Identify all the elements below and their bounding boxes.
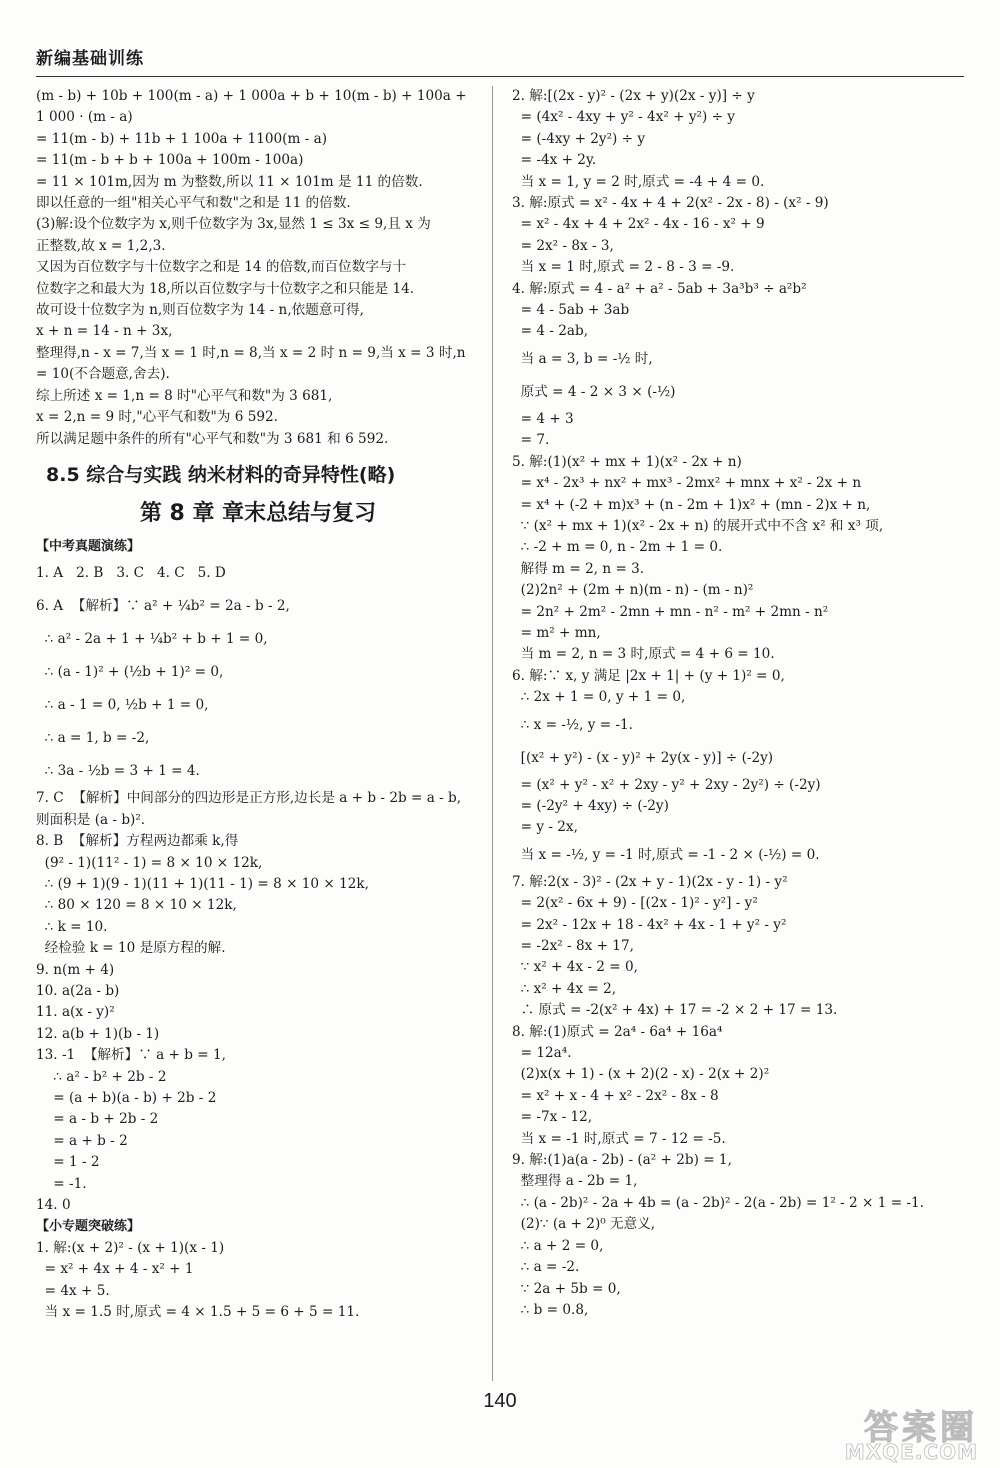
answer-block [512, 86, 972, 343]
text-line: 正整数,故 x = 1,2,3. [36, 237, 166, 254]
text-line: 当 a = 3, b = -½ 时, [512, 350, 653, 367]
text-line: = x² - 4x + 4 + 2x² - 4x - 16 - x² + 9 [512, 216, 765, 233]
text-line: = m² + mn, [512, 624, 601, 641]
text-line: 当 x = 1, y = 2 时,原式 = -4 + 4 = 0. [512, 173, 765, 190]
text-line: ∵ (x² + mx + 1)(x² - 2x + n) 的展开式中不含 x² 和 x³ 项, [512, 517, 884, 534]
text-line: ∴ 2x + 1 = 0, y + 1 = 0, [512, 689, 686, 706]
section-tag: 【小专题突破练】 [36, 1219, 141, 1235]
text-line: 当 x = -½, y = -1 时,原式 = -1 - 2 × (-½) = 0. [512, 846, 820, 863]
text-line: = 4 - 5ab + 3ab [512, 302, 630, 319]
text-line: = 2x² - 8x - 3, [512, 237, 614, 254]
column-divider [492, 86, 493, 1381]
text-line: (2)2n² + (2m + n)(m - n) - (m - n)² [512, 582, 754, 599]
text-line: 当 x = 1 时,原式 = 2 - 8 - 3 = -9. [512, 259, 735, 276]
text-line: 3. 解:原式 = x² - 4x + 4 + 2(x² - 2x - 8) - (x² - 9) [512, 195, 829, 212]
text-line: = 4 - 2ab, [512, 323, 589, 340]
right-column [512, 86, 972, 1321]
text-line: ∴ a² - 2a + 1 + ¼b² + b + 1 = 0, [36, 631, 268, 648]
text-line: 7. 解:2(x - 3)² - (2x + y - 1)(2x - y - 1) - y² [512, 873, 788, 890]
answer-block [512, 709, 972, 775]
book-title: 新编基础训练 [36, 49, 144, 69]
text-line: (3)解:设个位数字为 x,则千位数字为 3x,显然 1 ≤ 3x ≤ 9,且 x 为 [36, 216, 431, 233]
answer-block [36, 557, 480, 788]
text-line: ∴ -2 + m = 0, n - 2m + 1 = 0. [512, 539, 723, 556]
text-line: = 11(m - b + b + 100a + 100m - 100a) [36, 152, 304, 169]
answer-block [36, 1238, 480, 1324]
text-line: = -2x² - 8x + 17, [512, 938, 634, 954]
text-line: 4. 解:原式 = 4 - a² + a² - 5ab + 3a³b³ ÷ a²b² [512, 280, 807, 297]
text-line: = 4x + 5. [36, 1282, 110, 1299]
text-line: 当 m = 2, n = 3 时,原式 = 4 + 6 = 10. [512, 646, 775, 663]
text-line: = -7x - 12, [512, 1109, 593, 1126]
answer-block [36, 788, 480, 1216]
text-line: (2)x(x + 1) - (x + 2)(2 - x) - 2(x + 2)² [512, 1066, 770, 1083]
page-number: 140 [483, 1390, 517, 1412]
text-line: = y - 2x, [512, 819, 578, 836]
watermark [758, 1400, 978, 1464]
text-line: = a + b - 2 [36, 1132, 128, 1149]
text-line: 当 x = 1.5 时,原式 = 4 × 1.5 + 5 = 6 + 5 = 11. [36, 1304, 360, 1321]
text-line: 5. 解:(1)(x² + mx + 1)(x² - 2x + n) [512, 453, 742, 470]
text-line: ∴ a = -2. [512, 1259, 580, 1276]
text-line: 整理得,n - x = 7,当 x = 1 时,n = 8,当 x = 2 时 n = 9,当 x = 3 时,n [36, 344, 466, 361]
text-line: ∴ a = 1, b = -2, [36, 730, 150, 747]
text-line: 14. 0 [36, 1197, 71, 1214]
text-line: 10. a(2a - b) [36, 982, 120, 999]
answer-block [512, 872, 972, 1322]
text-line: x + n = 14 - n + 3x, [36, 323, 173, 340]
section-title: 8.5 综合与实践 纳米材料的奇异特性(略) [46, 463, 396, 486]
text-line: = 2x² - 12x + 18 - 4x² + 4x - 1 + y² - y² [512, 916, 787, 933]
text-line: 所以满足题中条件的所有"心平气和数"为 3 681 和 6 592. [36, 430, 389, 447]
text-line: 整理得 a - 2b = 1, [512, 1173, 638, 1190]
text-line: 故可设十位数字为 n,则百位数字为 14 - n,依题意可得, [36, 302, 364, 319]
header-rule [36, 76, 964, 77]
text-line: ∴ a² - b² + 2b - 2 [36, 1068, 167, 1085]
text-line: 9. n(m + 4) [36, 961, 115, 978]
text-line: 12. a(b + 1)(b - 1) [36, 1025, 160, 1042]
text-line: = (-4xy + 2y²) ÷ y [512, 130, 646, 147]
text-line: 9. 解:(1)a(a - 2b) - (a² + 2b) = 1, [512, 1152, 732, 1169]
watermark-url: MXQE.COM [844, 1440, 978, 1464]
watermark-logo: 答案圈 [864, 1408, 978, 1448]
text-line: ∴ (a - 1)² + (½b + 1)² = 0, [36, 664, 224, 681]
text-line: 原式 = 4 - 2 × 3 × (-½) [512, 383, 676, 400]
text-line: ∴ 原式 = -2(x² + 4x) + 17 = -2 × 2 + 17 = 13. [512, 1002, 838, 1019]
text-line: 综上所述 x = 1,n = 8 时"心平气和数"为 3 681, [36, 387, 333, 404]
text-line: 位数字之和最大为 18,所以百位数字与十位数字之和只能是 14. [36, 280, 415, 297]
text-line: ∴ (9 + 1)(9 - 1)(11 + 1)(11 - 1) = 8 × 10 × 12k, [36, 875, 369, 892]
text-line: = 1 - 2 [36, 1154, 100, 1171]
text-line: 6. 解:∵ x, y 满足 |2x + 1| + (y + 1)² = 0, [512, 667, 785, 684]
text-line: ∴ x = -½, y = -1. [512, 716, 633, 733]
text-line: = x⁴ - 2x³ + nx² + mx³ - 2mx² + mnx + x² - 2x + n [512, 475, 862, 492]
answer-block [512, 343, 972, 409]
text-line: ∴ a + 2 = 0, [512, 1237, 604, 1254]
text-line: 即以任意的一组"相关心平气和数"之和是 11 的倍数. [36, 195, 351, 212]
text-line: = -1. [36, 1175, 87, 1192]
text-line: ∴ (a - 2b)² - 2a + 4b = (a - 2b)² - 2(a - 2b) = 1² - 2 × 1 = -1. [512, 1194, 924, 1211]
answer-block [36, 86, 480, 450]
text-line: 11. a(x - y)² [36, 1004, 115, 1021]
text-line: ∵ 2a + 5b = 0, [512, 1280, 621, 1297]
text-line: = 2(x² - 6x + 9) - [(2x - 1)² - y²] - y² [512, 895, 758, 912]
text-line: 经检验 k = 10 是原方程的解. [36, 940, 226, 957]
text-line: 1. 解:(x + 2)² - (x + 1)(x - 1) [36, 1239, 225, 1256]
text-line: (9² - 1)(11² - 1) = 8 × 10 × 12k, [36, 854, 263, 871]
left-column [36, 86, 480, 1323]
text-line: ∴ 3a - ½b = 3 + 1 = 4. [36, 763, 200, 780]
text-line: 8. B 【解析】方程两边都乘 k,得 [36, 833, 239, 850]
text-line: x = 2,n = 9 时,"心平气和数"为 6 592. [36, 409, 278, 426]
text-line: 2. 解:[(2x - y)² - (2x + y)(2x - y)] ÷ y [512, 88, 755, 104]
text-line: = a - b + 2b - 2 [36, 1111, 159, 1128]
text-line: = x² + 4x + 4 - x² + 1 [36, 1261, 194, 1278]
text-line: 13. -1 【解析】∵ a + b = 1, [36, 1047, 226, 1064]
text-line: = 11 × 101m,因为 m 为整数,所以 11 × 101m 是 11 的倍数. [36, 173, 423, 190]
text-line: ∵ x² + 4x - 2 = 0, [512, 959, 638, 976]
text-line: 解得 m = 2, n = 3. [512, 560, 645, 577]
text-line: ∴ 80 × 120 = 8 × 10 × 12k, [36, 897, 237, 914]
text-line: = 2n² + 2m² - 2mn + mn - n² - m² + 2mn - n² [512, 603, 829, 620]
answer-block [512, 775, 972, 839]
chapter-title: 第 8 章 章末总结与复习 [139, 500, 377, 526]
text-line: 又因为百位数字与十位数字之和是 14 的倍数,而百位数字与十 [36, 259, 407, 276]
text-line: = (a + b)(a - b) + 2b - 2 [36, 1090, 217, 1106]
text-line: (2)∵ (a + 2)⁰ 无意义, [512, 1216, 656, 1233]
text-line: = (x² + y² - x² + 2xy - y² + 2xy - 2y²) ÷ (-2y) [512, 776, 821, 793]
text-line: (m - b) + 10b + 100(m - a) + 1 000a + b + 10(m - b) + 100a + [36, 88, 467, 104]
answer-block [512, 839, 972, 872]
text-line: 当 x = -1 时,原式 = 7 - 12 = -5. [512, 1130, 726, 1147]
text-line: = 4 + 3 [512, 410, 574, 427]
text-line: 7. C 【解析】中间部分的四边形是正方形,边长是 a + b - 2b = a - b, [36, 790, 462, 807]
text-line: = 11(m - b) + 11b + 1 100a + 1100(m - a) [36, 130, 327, 147]
text-line: ∴ k = 10. [36, 918, 108, 935]
text-line: 8. 解:(1)原式 = 2a⁴ - 6a⁴ + 16a⁴ [512, 1023, 723, 1040]
text-line: [(x² + y²) - (x - y)² + 2y(x - y)] ÷ (-2y) [512, 749, 774, 766]
text-line: 1 000 · (m - a) [36, 109, 133, 126]
text-line: = 10(不合题意,舍去). [36, 366, 170, 383]
text-line: = x² + x - 4 + x² - 2x² - 8x - 8 [512, 1087, 719, 1104]
text-line: 6. A 【解析】∵ a² + ¼b² = 2a - b - 2, [36, 598, 290, 615]
text-line: ∴ x² + 4x = 2, [512, 980, 617, 997]
answer-block [512, 409, 972, 709]
text-line: ∴ a - 1 = 0, ½b + 1 = 0, [36, 697, 209, 714]
text-line: 1. A 2. B 3. C 4. C 5. D [36, 565, 226, 582]
text-line: ∴ b = 0.8, [512, 1301, 589, 1318]
text-line: = 7. [512, 432, 550, 449]
text-line: = -4x + 2y. [512, 152, 597, 169]
text-line: = x⁴ + (-2 + m)x³ + (n - 2m + 1)x² + (mn - 2)x + n, [512, 496, 871, 513]
section-tag: 【中考真题演练】 [36, 538, 141, 554]
text-line: = (4x² - 4xy + y² - 4x² + y²) ÷ y [512, 109, 735, 126]
text-line: = (-2y² + 4xy) ÷ (-2y) [512, 797, 669, 814]
text-line: = 12a⁴. [512, 1045, 572, 1062]
text-line: 则面积是 (a - b)². [36, 811, 146, 828]
